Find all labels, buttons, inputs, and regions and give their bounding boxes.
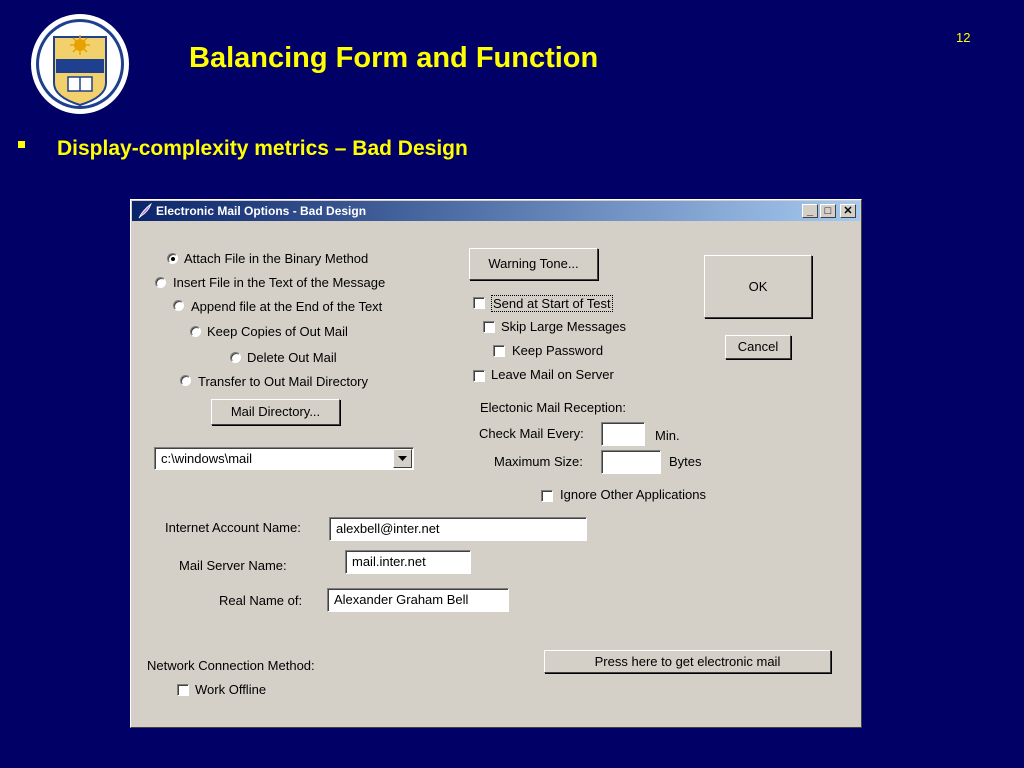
checkbox-leave-mail-label: Leave Mail on Server	[491, 367, 614, 382]
checkbox-ignore-apps-label: Ignore Other Applications	[560, 487, 706, 502]
mail-directory-select[interactable]	[154, 447, 414, 470]
cancel-button[interactable]: Cancel	[725, 335, 791, 359]
radio-insert[interactable]	[155, 277, 166, 288]
radio-binary-label: Attach File in the Binary Method	[184, 251, 369, 266]
maximize-button[interactable]: □	[820, 204, 836, 218]
dropdown-arrow-button[interactable]	[393, 449, 412, 468]
radio-append-label: Append file at the End of the Text	[191, 299, 383, 314]
checkbox-send-start[interactable]	[473, 297, 485, 309]
get-mail-button[interactable]: Press here to get electronic mail	[544, 650, 831, 673]
checkbox-ignore-apps[interactable]	[541, 490, 553, 502]
check-every-label: Check Mail Every:	[479, 426, 584, 441]
real-name-input[interactable]: Alexander Graham Bell	[327, 588, 509, 612]
mail-directory-button[interactable]: Mail Directory...	[211, 399, 340, 425]
mail-server-label: Mail Server Name:	[179, 558, 287, 573]
radio-transfer[interactable]	[180, 375, 191, 386]
minimize-button[interactable]: _	[802, 204, 818, 218]
check-every-input[interactable]	[601, 422, 645, 446]
bullet-icon	[18, 141, 25, 148]
internet-account-label: Internet Account Name:	[165, 520, 301, 535]
mail-server-input[interactable]: mail.inter.net	[345, 550, 471, 574]
checkbox-keep-password-label: Keep Password	[512, 343, 604, 358]
ok-button[interactable]: OK	[704, 255, 812, 318]
max-size-label: Maximum Size:	[494, 454, 583, 469]
bullet-text: Display-complexity metrics – Bad Design	[57, 137, 468, 160]
checkbox-skip-large[interactable]	[483, 321, 495, 333]
title-bar[interactable]	[132, 201, 860, 221]
radio-append[interactable]	[173, 300, 184, 311]
dialog-window	[130, 199, 862, 728]
chevron-down-icon	[394, 450, 411, 467]
close-button[interactable]: ✕	[840, 204, 856, 218]
max-size-unit: Bytes	[669, 454, 702, 469]
max-size-input[interactable]	[601, 450, 661, 474]
reception-heading: Electonic Mail Reception:	[480, 400, 626, 415]
radio-delete[interactable]	[230, 352, 241, 363]
checkbox-work-offline-label: Work Offline	[195, 682, 267, 697]
mail-feather-icon	[136, 203, 154, 219]
network-connection-label: Network Connection Method:	[147, 658, 315, 673]
mail-directory-value: c:\windows\mail	[161, 451, 253, 466]
checkbox-send-start-label: Send at Start of Test	[493, 296, 611, 311]
radio-binary[interactable]	[167, 253, 178, 264]
check-every-unit: Min.	[655, 428, 680, 443]
checkbox-skip-large-label: Skip Large Messages	[501, 319, 627, 334]
warning-tone-button[interactable]: Warning Tone...	[469, 248, 598, 280]
real-name-label: Real Name of:	[219, 593, 303, 608]
checkbox-work-offline[interactable]	[177, 684, 189, 696]
radio-insert-label: Insert File in the Text of the Message	[173, 275, 386, 290]
university-logo	[30, 13, 130, 115]
page-number: 12	[956, 30, 971, 45]
radio-transfer-label: Transfer to Out Mail Directory	[198, 374, 369, 389]
internet-account-input[interactable]: alexbell@inter.net	[329, 517, 587, 541]
window-title: Electronic Mail Options - Bad Design	[156, 204, 367, 218]
radio-keep-copies[interactable]	[190, 326, 201, 337]
checkbox-leave-mail[interactable]	[473, 370, 485, 382]
radio-delete-label: Delete Out Mail	[247, 350, 337, 365]
slide-title: Balancing Form and Function	[189, 42, 599, 74]
radio-keep-copies-label: Keep Copies of Out Mail	[207, 324, 348, 339]
checkbox-keep-password[interactable]	[493, 345, 505, 357]
